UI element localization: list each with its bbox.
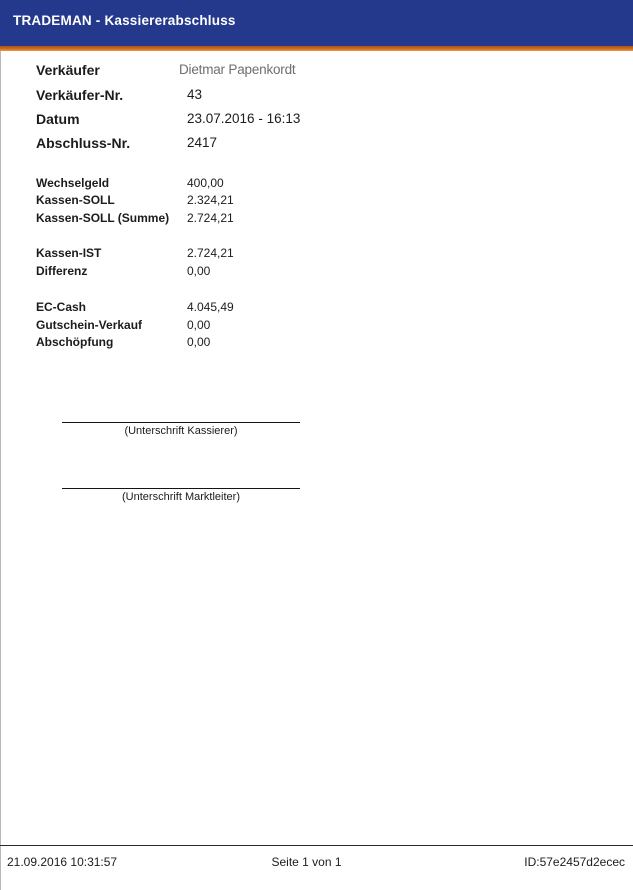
amount-value: 2.324,21 — [187, 193, 234, 207]
signature-line-marktleiter — [62, 488, 300, 503]
amount-label: Differenz — [36, 264, 88, 278]
amount-value: 2.724,21 — [187, 246, 234, 260]
amount-label: Kassen-SOLL — [36, 193, 115, 207]
title-bar — [0, 0, 633, 46]
amount-label: Kassen-SOLL (Summe) — [36, 211, 170, 225]
amount-label: EC-Cash — [36, 300, 87, 314]
amount-label: Abschöpfung — [36, 335, 114, 349]
accent-divider — [0, 46, 633, 51]
amount-value: 2.724,21 — [187, 211, 234, 225]
footer-page-indicator: Seite 1 von 1 — [271, 855, 342, 869]
signature-line-kassierer — [62, 422, 300, 437]
signature-caption: (Unterschrift Marktleiter) — [122, 491, 240, 503]
amount-value: 4.045,49 — [187, 300, 234, 314]
page-title: TRADEMAN - Kassiererabschluss — [13, 13, 236, 28]
signature-caption: (Unterschrift Kassierer) — [124, 425, 238, 437]
info-value: 23.07.2016 - 16:13 — [187, 111, 301, 126]
info-label: Abschluss-Nr. — [36, 135, 131, 151]
amount-label: Kassen-IST — [36, 246, 102, 260]
info-value: 43 — [187, 87, 203, 102]
footer-timestamp: 21.09.2016 10:31:57 — [7, 855, 118, 869]
amount-value: 0,00 — [187, 335, 211, 349]
amount-value: 0,00 — [187, 264, 211, 278]
footer — [0, 855, 633, 871]
amount-value: 400,00 — [187, 176, 224, 190]
amount-value: 0,00 — [187, 318, 211, 332]
info-label: Datum — [36, 111, 80, 127]
footer-divider — [0, 845, 633, 846]
info-label: Verkäufer — [36, 62, 100, 78]
amount-label: Wechselgeld — [36, 176, 110, 190]
info-value: 2417 — [187, 135, 218, 150]
info-label: Verkäufer-Nr. — [36, 87, 124, 103]
amount-label: Gutschein-Verkauf — [36, 318, 143, 332]
info-value: Dietmar Papenkordt — [179, 62, 296, 77]
footer-document-id: ID:57e2457d2ecec — [524, 855, 625, 869]
